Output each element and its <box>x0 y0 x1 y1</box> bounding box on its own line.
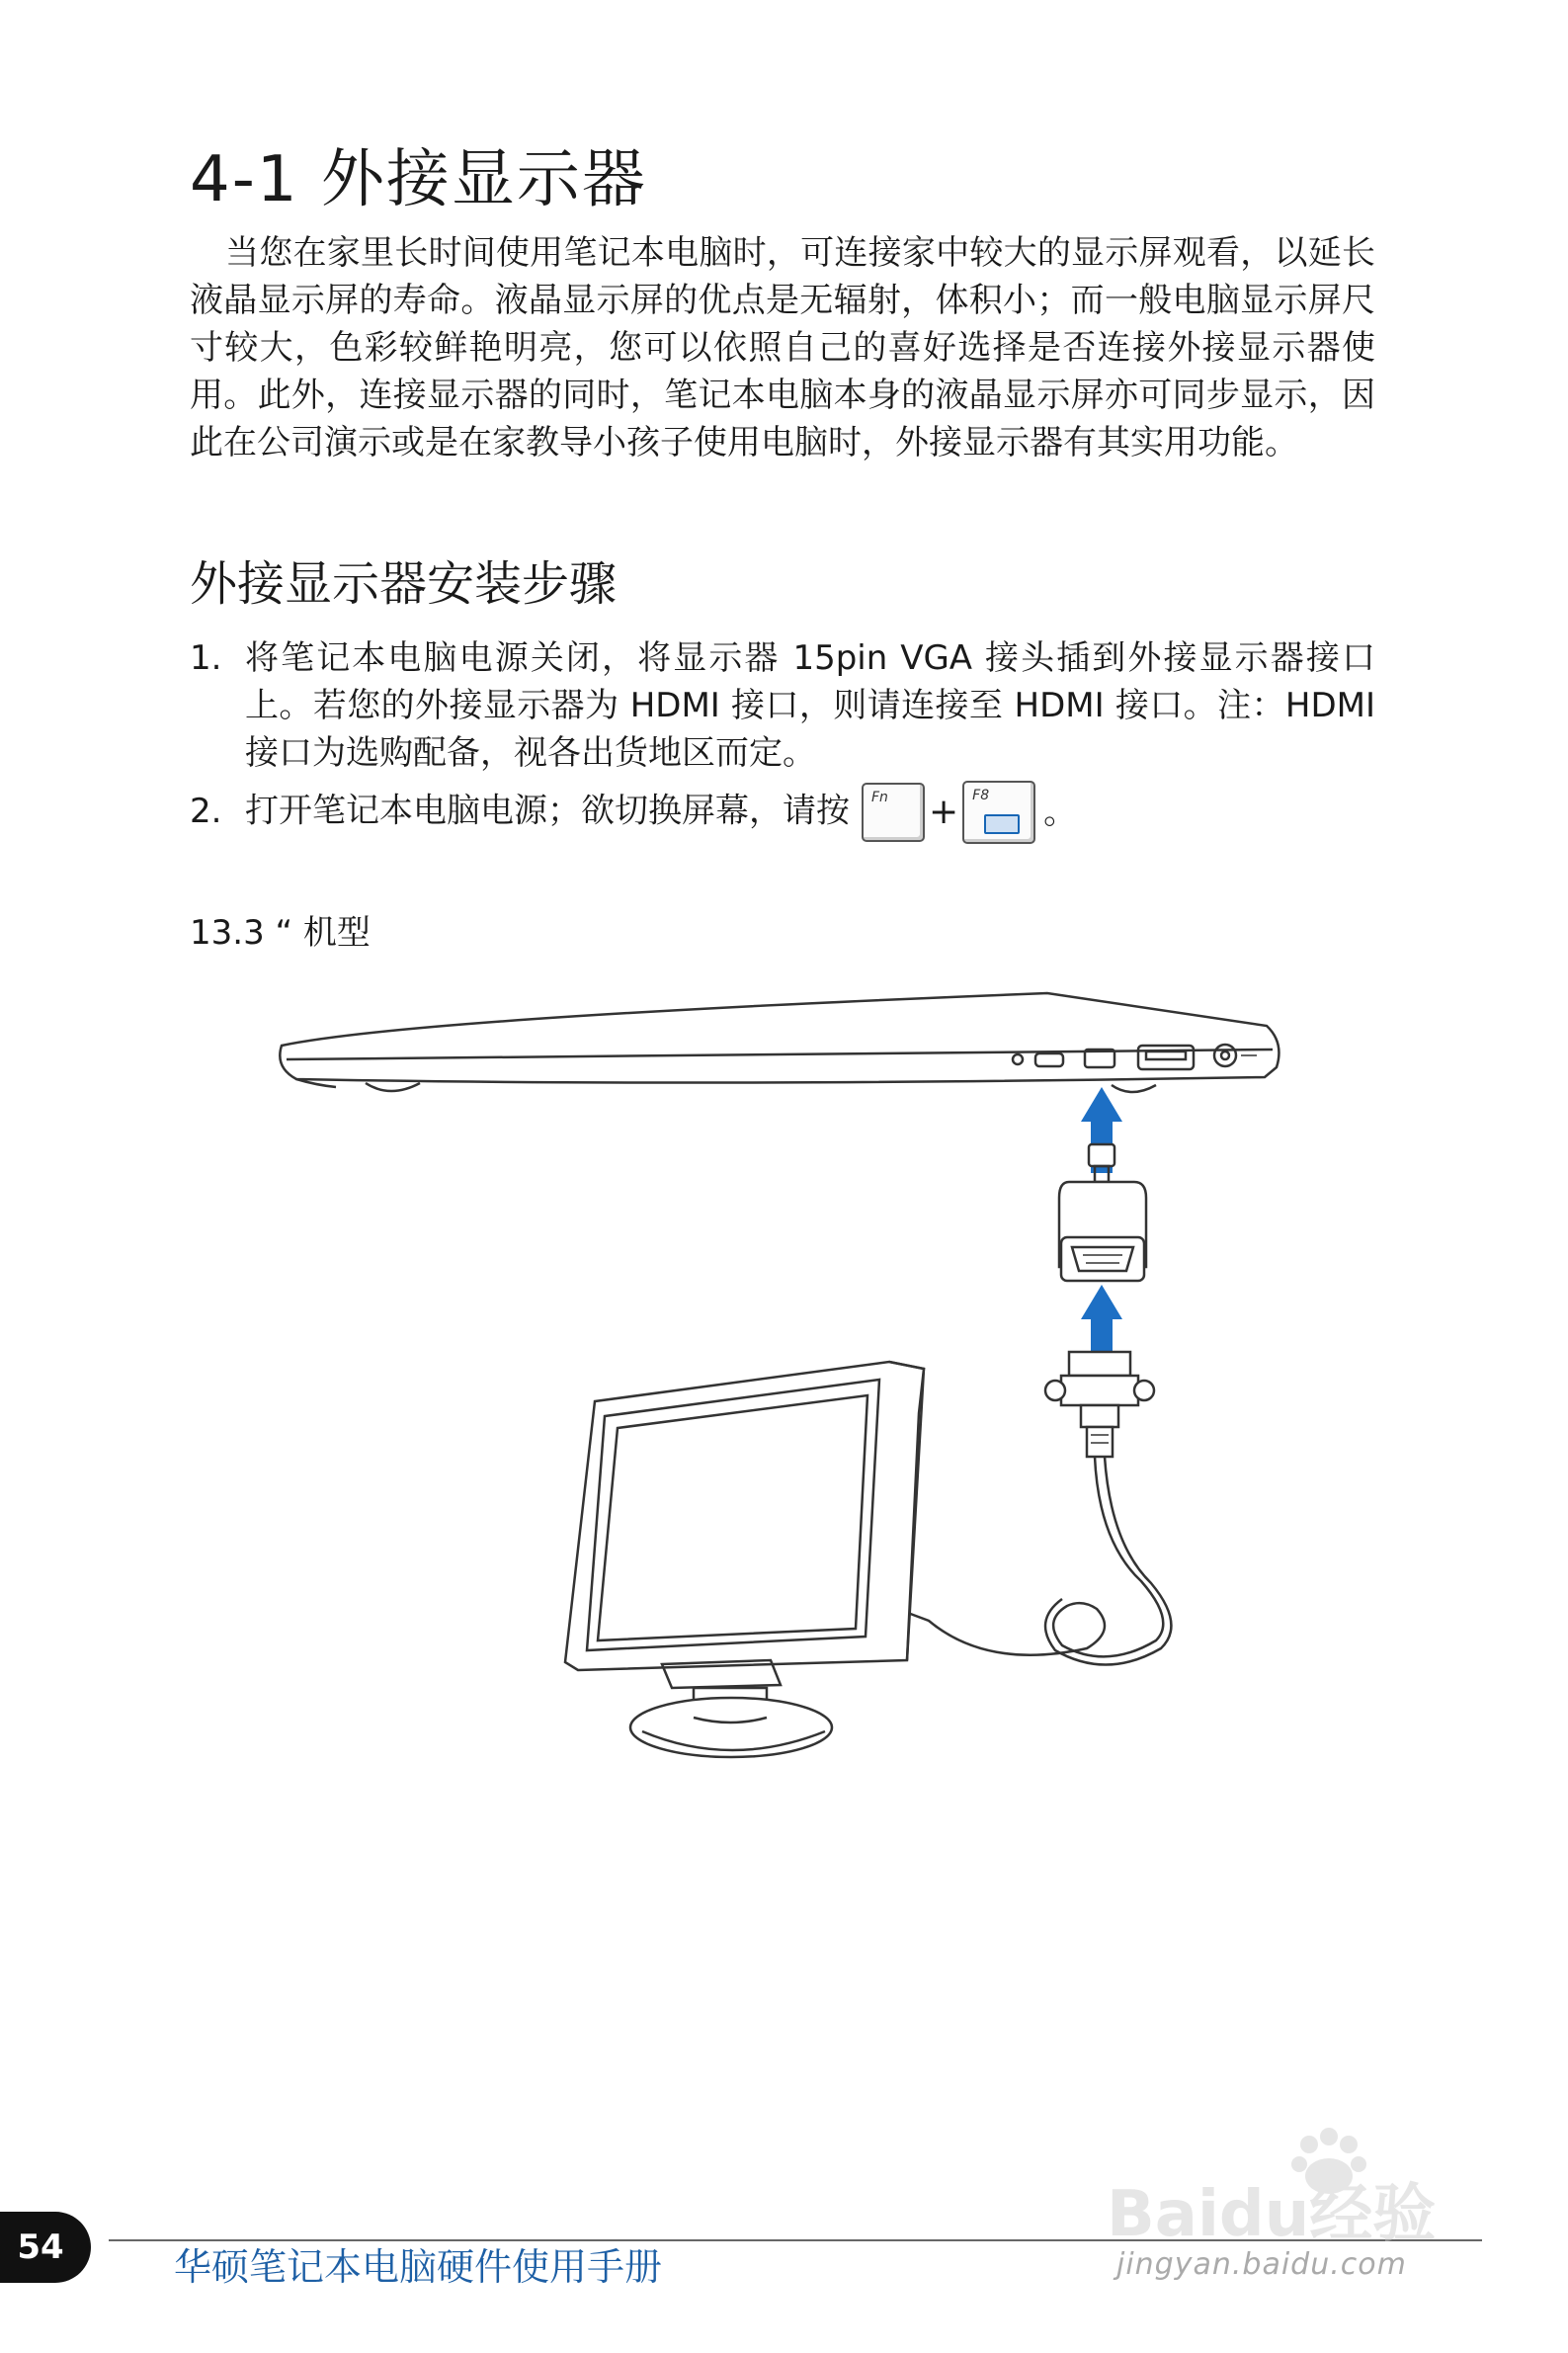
laptop-side-view <box>280 993 1279 1092</box>
section-title: 4-1 外接显示器 <box>190 143 647 216</box>
manual-title: 华硕笔记本电脑硬件使用手册 <box>174 2245 663 2289</box>
fn-key-label: Fn <box>871 790 888 805</box>
vga-cable-connector <box>889 1352 1171 1665</box>
f8-key-label: F8 <box>972 788 990 803</box>
plus-sign: + <box>929 792 959 832</box>
step-1-number: 1. <box>190 638 222 678</box>
intro-paragraph: 当您在家里长时间使用笔记本电脑时，可连接家中较大的显示屏观看，以延长液晶显示屏的寿命。液晶显示屏的优点是无辐射，体积小；而一般电脑显示屏尺寸较大，色彩较鲜艳明亮，您可以依照自己的喜好选择是否连接外接显示器使用。此外，连接显示器的同时，笔记本电脑本身的液晶显示屏亦可同步显示，因此在公司演示或是在家教导小孩子使用电脑时，外接显示器有其实用功能。 <box>190 233 1375 462</box>
step-2-end: 。 <box>1043 793 1078 832</box>
monitor-icon <box>565 1362 924 1757</box>
install-steps-heading: 外接显示器安装步骤 <box>190 556 618 612</box>
watermark-url: jingyan.baidu.com <box>1116 2247 1407 2282</box>
page-number-badge: 54 <box>0 2212 91 2283</box>
step-2-text: 打开笔记本电脑电源；欲切换屏幕，请按 <box>245 791 850 831</box>
hdmi-vga-adapter <box>1059 1144 1146 1281</box>
step-1-text: 将笔记本电脑电源关闭，将显示器 15pin VGA 接头插到外接显示器接口上。若您的外接显示器为 HDMI 接口，则请连接至 HDMI 接口。注：HDMI 接口为选购配备，视各出货地区而定。 <box>245 638 1375 773</box>
baidu-watermark-logo <box>1107 2125 1482 2263</box>
model-label: 13.3 “ 机型 <box>190 913 371 953</box>
step-2-number: 2. <box>190 791 222 831</box>
watermark-brand: Baidu经验 <box>1107 2178 1437 2251</box>
